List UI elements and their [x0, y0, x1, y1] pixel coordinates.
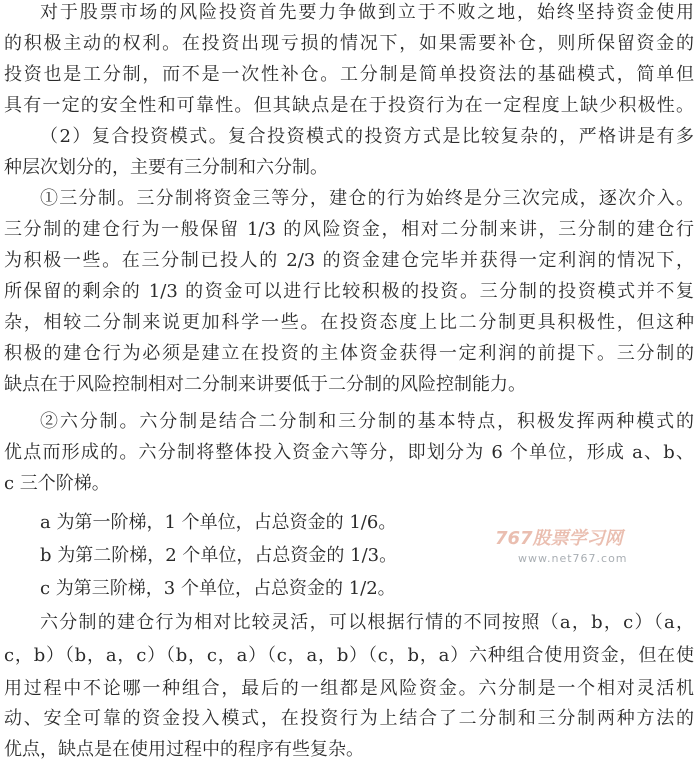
text-line: 为积极一些。在三分制已投人的 2/3 的资金建仓完毕并获得一定利润的情况下， — [4, 250, 694, 271]
text-line: b 为第二阶梯，2 个单位，占总资金的 1/3。 — [40, 545, 398, 566]
text-line: 对于股票市场的风险投资首先要力争做到立于不败之地，始终坚持资金使用 — [40, 2, 694, 23]
text-line: a 为第一阶梯，1 个单位，占总资金的 1/6。 — [40, 512, 397, 533]
text-line: ①三分制。三分制将资金三等分，建仓的行为始终是分三次完成，逐次介入。 — [40, 188, 694, 209]
text-line: c 为第三阶梯，3 个单位，占总资金的 1/2。 — [40, 578, 396, 599]
text-line: 优点，缺点是在使用过程中的程序有些复杂。 — [4, 739, 364, 760]
text-line: 优点而形成的。六分制将整体投入资金六等分，即划分为 6 个单位，形成 a、b、 — [4, 442, 694, 463]
text-line: 投资也是工分制，而不是一次性补仓。工分制是简单投资法的基础模式，简单但 — [4, 64, 694, 85]
text-line: ②六分制。六分制是结合二分制和三分制的基本特点，积极发挥两种模式的 — [40, 411, 694, 432]
watermark-logo: 767股票学习网 — [495, 528, 623, 549]
text-line: 种层次划分的，主要有三分制和六分制。 — [4, 157, 328, 178]
text-line: 缺点在于风险控制相对二分制来讲要低于二分制的风险控制能力。 — [4, 374, 526, 395]
text-line: 具有一定的安全性和可靠性。但其缺点是在于投资行为在一定程度上缺少积极性。 — [4, 95, 694, 116]
text-line: （2）复合投资模式。复合投资模式的投资方式是比较复杂的，严格讲是有多 — [40, 126, 694, 147]
text-line: 积极的建仓行为必须是建立在投资的主体资金获得一定利润的前提下。三分制的 — [4, 343, 694, 364]
text-line: 动、安全可靠的资金投入模式，在投资行为上结合了二分制和三分制两种方法的 — [4, 708, 694, 729]
watermark-url: www.net767.com — [518, 552, 628, 565]
text-line: 杂，相较二分制来说更加科学一些。在投资态度上比二分制更具积极性，但这种 — [4, 312, 694, 333]
text-line: 的积极主动的权利。在投资出现亏损的情况下，如果需要补仓，则所保留资金的 — [4, 33, 694, 54]
text-line: c，b）（b，a，c）（b，c，a）（c，a，b）（c，b，a）六种组合使用资金，但在使 — [4, 645, 694, 666]
text-line: c 三个阶梯。 — [4, 473, 110, 494]
text-line: 三分制的建仓行为一般保留 1/3 的风险资金，相对二分制来讲，三分制的建仓行 — [4, 219, 694, 240]
text-line: 用过程中不论哪一种组合，最后的一组都是风险资金。六分制是一个相对灵活机 — [4, 678, 694, 699]
text-line: 六分制的建仓行为相对比较灵活，可以根据行情的不同按照（a，b，c）（a， — [40, 612, 694, 633]
text-line: 所保留的剩余的 1/3 的资金可以进行比较积极的投资。三分制的投资模式并不复 — [4, 281, 694, 302]
